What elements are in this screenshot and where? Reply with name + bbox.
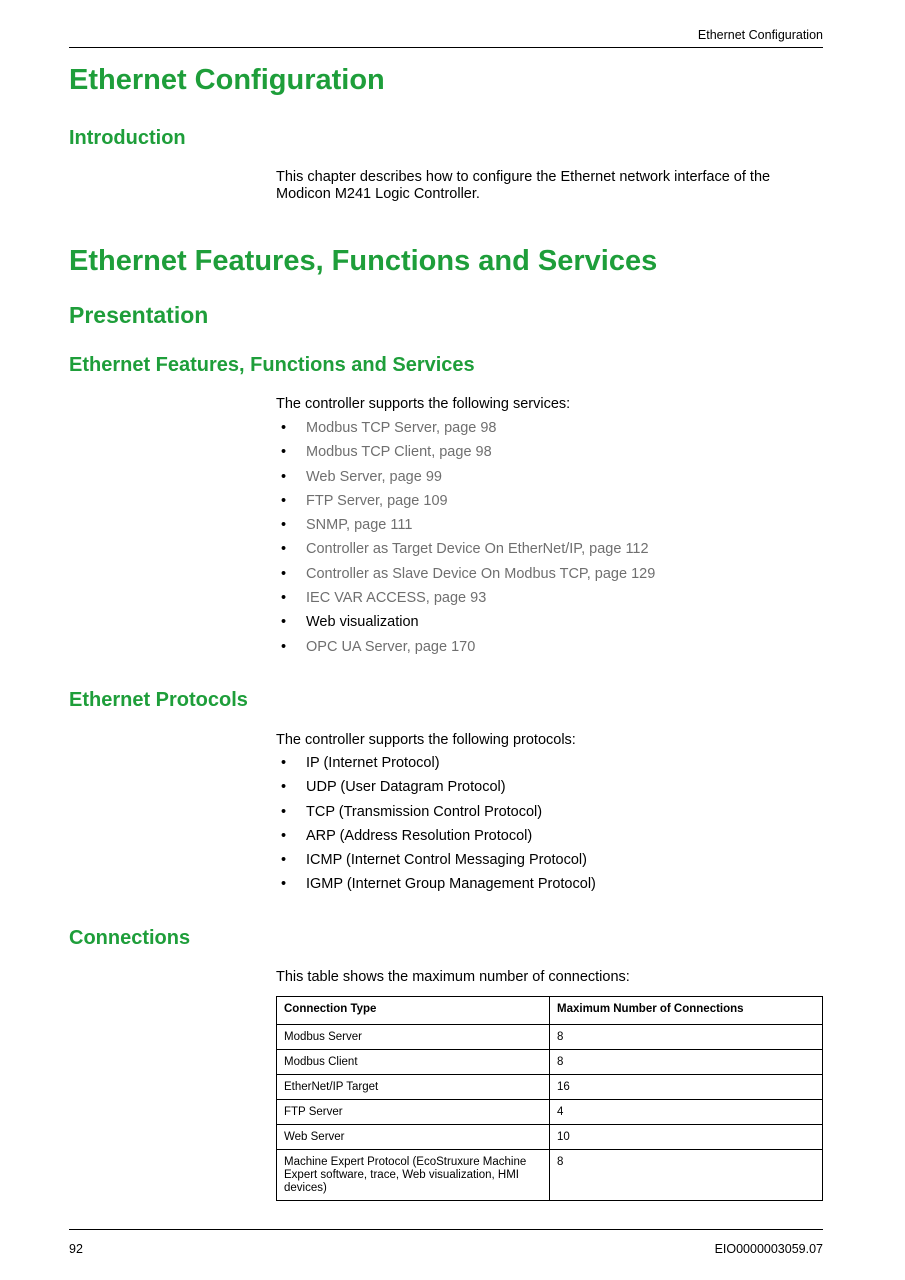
bullet: • [281, 852, 287, 869]
bullet: • [281, 565, 287, 582]
running-header: Ethernet Configuration [697, 28, 823, 42]
bullet: • [281, 590, 287, 607]
chapter-title: Ethernet Configuration [69, 64, 385, 96]
service-link-modbus-tcp-client[interactable]: Modbus TCP Client, page 98 [306, 444, 492, 461]
bullet: • [281, 827, 287, 844]
introduction-heading: Introduction [69, 127, 186, 149]
protocols-intro: The controller supports the following protocols: [276, 732, 576, 748]
protocols-heading: Ethernet Protocols [69, 689, 248, 711]
table-cell: Modbus Client [277, 1050, 550, 1075]
bullet: • [281, 779, 287, 796]
table-row [277, 1025, 823, 1050]
service-link-iec-var-access[interactable]: IEC VAR ACCESS, page 93 [306, 590, 487, 607]
table-cell: 16 [550, 1075, 823, 1100]
table-cell: 8 [550, 1050, 823, 1075]
list-item [281, 775, 596, 799]
connections-table [276, 996, 823, 1201]
services-intro: The controller supports the following services: [276, 396, 571, 412]
table-row [277, 1150, 823, 1201]
list-item [281, 824, 596, 848]
list-item[interactable] [281, 635, 655, 659]
list-item[interactable] [281, 562, 655, 586]
bullet: • [281, 468, 287, 485]
service-link-ftp-server[interactable]: FTP Server, page 109 [306, 492, 448, 509]
table-cell: 10 [550, 1125, 823, 1150]
list-item [281, 872, 596, 896]
bullet: • [281, 420, 287, 436]
bullet: • [281, 755, 287, 771]
table-cell: 4 [550, 1100, 823, 1125]
bullet: • [281, 803, 287, 820]
services-list [281, 416, 655, 659]
service-link-modbus-tcp-slave[interactable]: Controller as Slave Device On Modbus TCP, page 129 [306, 565, 656, 582]
bullet: • [281, 614, 287, 631]
protocol-arp: ARP (Address Resolution Protocol) [306, 827, 533, 844]
document-code: EIO0000003059.07 [714, 1242, 823, 1256]
table-cell: 8 [550, 1025, 823, 1050]
footer-rule [69, 1229, 823, 1230]
bullet: • [281, 876, 287, 893]
connections-heading: Connections [69, 927, 191, 949]
list-item[interactable] [281, 416, 655, 440]
table-row [277, 1050, 823, 1075]
presentation-heading: Presentation [69, 302, 209, 328]
list-item [281, 800, 596, 824]
list-item[interactable] [281, 537, 655, 561]
bullet: • [281, 444, 287, 461]
table-cell: EtherNet/IP Target [277, 1075, 550, 1100]
connections-intro: This table shows the maximum number of connections: [276, 969, 630, 985]
bullet: • [281, 517, 287, 534]
protocol-udp: UDP (User Datagram Protocol) [306, 779, 506, 796]
service-link-modbus-tcp-server[interactable]: Modbus TCP Server, page 98 [306, 420, 497, 436]
protocols-list [281, 751, 596, 897]
table-header-row [277, 997, 823, 1025]
features-subheading: Ethernet Features, Functions and Services [69, 354, 475, 376]
column-header-connection-type: Connection Type [277, 997, 550, 1025]
list-item[interactable] [281, 465, 655, 489]
list-item[interactable] [281, 513, 655, 537]
protocol-icmp: ICMP (Internet Control Messaging Protocol) [306, 852, 587, 869]
protocol-tcp: TCP (Transmission Control Protocol) [306, 803, 543, 820]
service-link-web-server[interactable]: Web Server, page 99 [306, 468, 442, 485]
table-cell: Web Server [277, 1125, 550, 1150]
list-item[interactable] [281, 586, 655, 610]
table-row [277, 1125, 823, 1150]
table-row [277, 1100, 823, 1125]
list-item [281, 610, 655, 634]
header-rule [69, 47, 823, 48]
table-row [277, 1075, 823, 1100]
table-cell: 8 [550, 1150, 823, 1201]
bullet: • [281, 541, 287, 558]
service-link-opc-ua-server[interactable]: OPC UA Server, page 170 [306, 638, 476, 655]
column-header-max-connections: Maximum Number of Connections [550, 997, 823, 1025]
list-item[interactable] [281, 489, 655, 513]
table-cell: Modbus Server [277, 1025, 550, 1050]
introduction-text: This chapter describes how to configure the Ethernet network interface of the Modicon M241 Logic Controller. [276, 169, 771, 202]
features-title: Ethernet Features, Functions and Services [69, 245, 658, 277]
bullet: • [281, 492, 287, 509]
list-item[interactable] [281, 440, 655, 464]
service-link-snmp[interactable]: SNMP, page 111 [306, 517, 413, 534]
table-cell: FTP Server [277, 1100, 550, 1125]
service-link-ethernet-ip-target[interactable]: Controller as Target Device On EtherNet/IP, page 112 [306, 541, 649, 558]
protocol-ip: IP (Internet Protocol) [306, 755, 440, 771]
list-item [281, 848, 596, 872]
bullet: • [281, 638, 287, 655]
table-cell: Machine Expert Protocol (EcoStruxure Machine Expert software, trace, Web visualization, HMI devices) [277, 1150, 550, 1201]
service-web-visualization: Web visualization [306, 614, 419, 631]
page-number: 92 [69, 1242, 83, 1256]
list-item [281, 751, 596, 775]
protocol-igmp: IGMP (Internet Group Management Protocol) [306, 876, 596, 893]
